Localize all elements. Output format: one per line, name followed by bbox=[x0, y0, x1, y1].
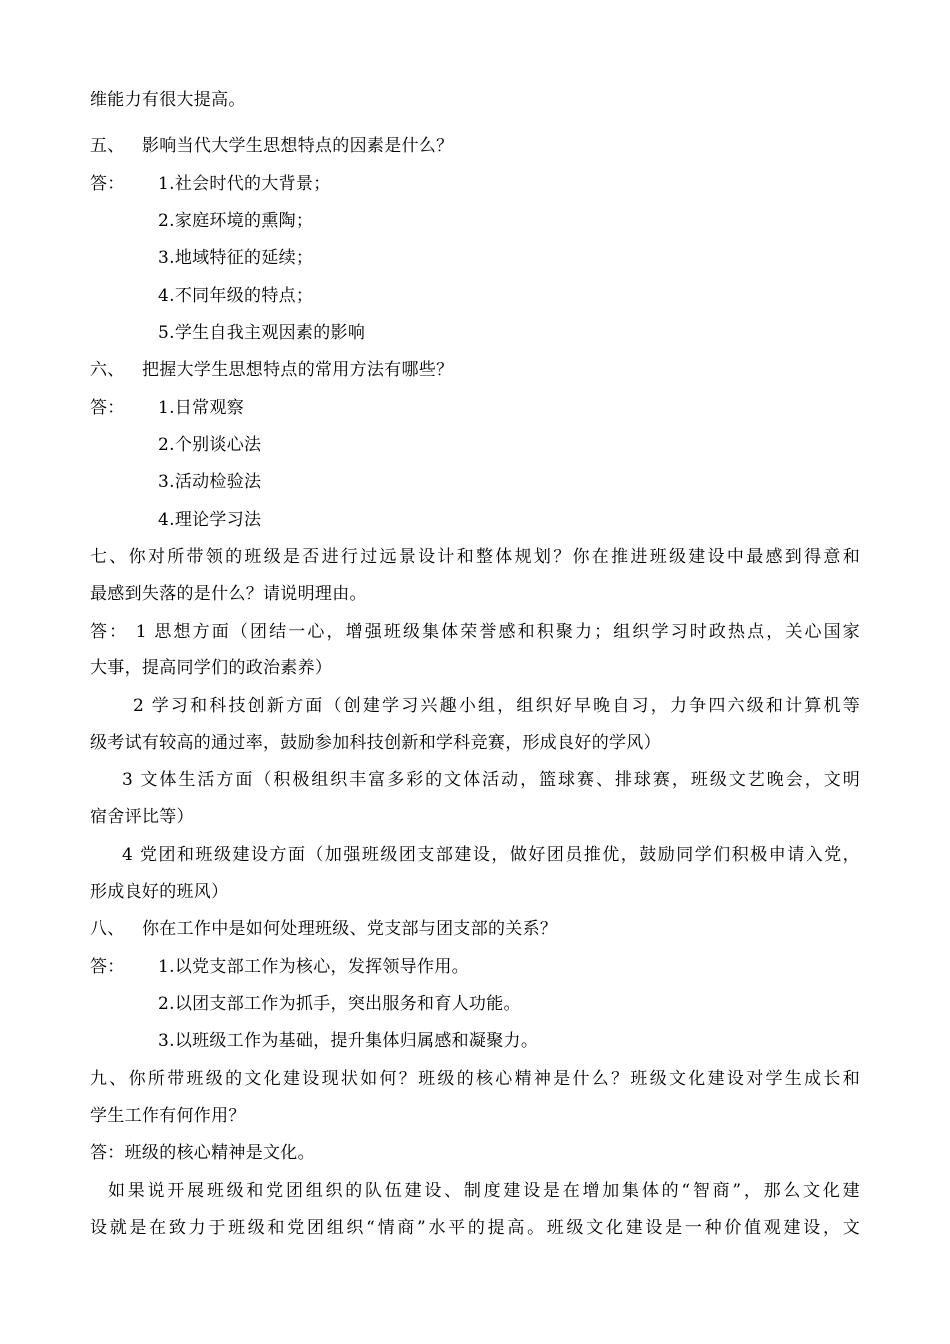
answer-5-line bbox=[90, 172, 860, 196]
answer-7-point-2: 2 学习和科技创新方面（创建学习兴趣小组，组织好早晚自习，力争四六级和计算机等 bbox=[133, 696, 860, 716]
answer-8-line bbox=[90, 955, 860, 979]
question-9: 九、你所带班级的文化建设现状如何？班级的核心精神是什么？班级文化建设对学生成长和 bbox=[90, 1069, 860, 1089]
answer-item: 2.以团支部工作为抓手，突出服务和育人功能。 bbox=[158, 994, 521, 1014]
answer-9-paragraph: 如果说开展班级和党团组织的队伍建设、制度建设是在增加集体的“智商”，那么文化建 bbox=[108, 1181, 860, 1201]
question-number: 五、 bbox=[90, 136, 125, 156]
question-6 bbox=[90, 358, 860, 382]
answer-9-paragraph-cont: 设就是在致力于班级和党团组织“情商”水平的提高。班级文化建设是一种价值观建设，文 bbox=[90, 1218, 860, 1238]
answer-item: 4.理论学习法 bbox=[158, 510, 262, 530]
answer-9-line: 答：班级的核心精神是文化。 bbox=[90, 1143, 315, 1163]
answer-7-point-4-cont: 形成良好的班风） bbox=[90, 882, 229, 902]
answer-item: 2.个别谈心法 bbox=[158, 435, 262, 455]
question-number: 六、 bbox=[90, 360, 125, 380]
question-7: 七、你对所带领的班级是否进行过远景设计和整体规划？你在推进班级建设中最感到得意和 bbox=[90, 547, 860, 567]
question-text: 你在工作中是如何处理班级、党支部与团支部的关系？ bbox=[142, 919, 558, 939]
question-number: 八、 bbox=[90, 919, 125, 939]
answer-7-point-3: 3 文体生活方面（积极组织丰富多彩的文体活动，篮球赛、排球赛，班级文艺晚会，文明 bbox=[122, 770, 860, 790]
answer-7-point-1: 答： 1 思想方面（团结一心，增强班级集体荣誉感和积聚力；组织学习时政热点，关心国家 bbox=[90, 622, 860, 642]
answer-item: 4.不同年级的特点； bbox=[158, 286, 314, 306]
answer-item: 5.学生自我主观因素的影响 bbox=[158, 323, 366, 343]
question-7-cont: 最感到失落的是什么？请说明理由。 bbox=[90, 584, 367, 604]
text-line: 维能力有很大提高。 bbox=[90, 90, 246, 110]
question-5 bbox=[90, 134, 860, 158]
answer-item: 2.家庭环境的熏陶； bbox=[158, 211, 314, 231]
answer-6-line bbox=[90, 396, 860, 420]
answer-7-point-1-cont: 大事，提高同学们的政治素养） bbox=[90, 658, 333, 678]
answer-item: 3.地域特征的延续； bbox=[158, 248, 314, 268]
answer-label: 答： bbox=[90, 957, 125, 977]
answer-label: 答： bbox=[90, 398, 125, 418]
question-9-cont: 学生工作有何作用？ bbox=[90, 1106, 246, 1126]
answer-item: 3.活动检验法 bbox=[158, 472, 262, 492]
answer-item: 3.以班级工作为基础，提升集体归属感和凝聚力。 bbox=[158, 1031, 539, 1051]
answer-item: 1.日常观察 bbox=[158, 398, 245, 418]
answer-7-point-3-cont: 宿舍评比等） bbox=[90, 807, 194, 827]
question-text: 影响当代大学生思想特点的因素是什么？ bbox=[142, 136, 454, 156]
answer-label: 答： bbox=[90, 174, 125, 194]
question-8 bbox=[90, 917, 860, 941]
answer-item: 1.以党支部工作为核心，发挥领导作用。 bbox=[158, 957, 469, 977]
answer-7-point-2-cont: 级考试有较高的通过率，鼓励参加科技创新和学科竞赛，形成良好的学风） bbox=[90, 733, 661, 753]
answer-7-point-4: 4 党团和班级建设方面（加强班级团支部建设，做好团员推优，鼓励同学们积极申请入党， bbox=[122, 845, 860, 865]
answer-item: 1.社会时代的大背景； bbox=[158, 174, 331, 194]
question-text: 把握大学生思想特点的常用方法有哪些？ bbox=[142, 360, 454, 380]
